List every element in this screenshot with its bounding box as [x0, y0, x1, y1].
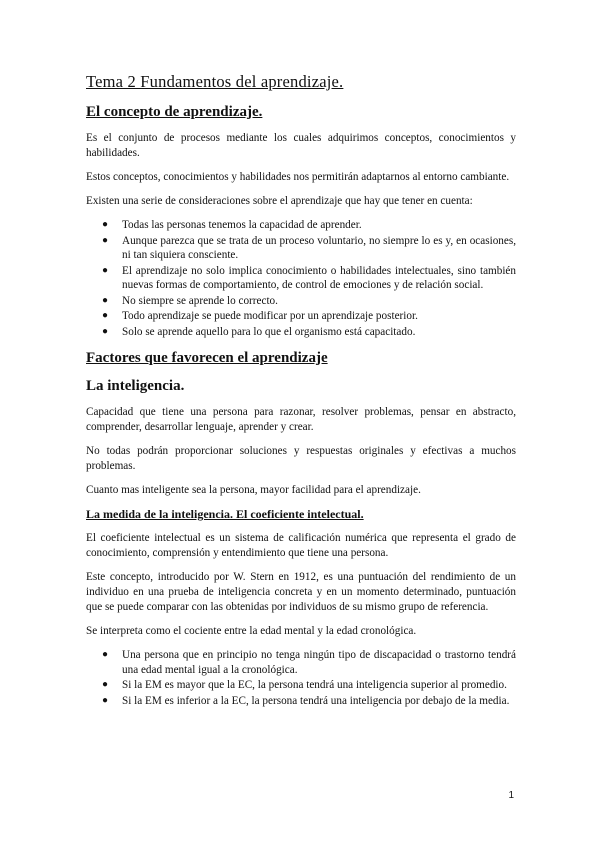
list-item: ● Si la EM es inferior a la EC, la persona tendrá una inteligencia por debajo de la media. [102, 694, 510, 707]
list-item: ● Solo se aprende aquello para lo que el organismo está capacitado. [102, 325, 416, 338]
paragraph: Es el conjunto de procesos mediante los cuales adquirimos conceptos, conocimientos y habilidades. [86, 132, 516, 159]
list-item: ● Todas las personas tenemos la capacidad de aprender. [102, 219, 362, 231]
paragraph: Este concepto, introducido por W. Stern en 1912, es una puntuación del rendimiento de un individuo en una prueba de inteligencia concreta y en un momento determinado, puntuación que se puede comparar con las obtenidas por individuos de su mismo grupo de referencia. [86, 571, 516, 613]
page-number: 1 [508, 790, 514, 801]
bullet-icon: ● [102, 649, 109, 660]
list-item: ● El aprendizaje no solo implica conocimiento o habilidades intelectuales, sino también nuevas formas de comportamiento, de control de emociones y de relación social. [102, 264, 516, 291]
bullet-icon: ● [102, 310, 109, 321]
bullet-icon: ● [102, 679, 109, 690]
paragraph: Se interpreta como el cociente entre la edad mental y la edad cronológica. [86, 625, 417, 637]
subheading-inteligencia: La inteligencia. [86, 378, 185, 394]
document-title: Tema 2 Fundamentos del aprendizaje. [86, 72, 344, 91]
list-item: ● Aunque parezca que se trata de un proceso voluntario, no siempre lo es y, en ocasiones, ni tan siquiera consciente. [102, 234, 516, 261]
paragraph: No todas podrán proporcionar soluciones y respuestas originales y efectivas a muchos problemas. [86, 445, 516, 472]
bullet-icon: ● [102, 325, 109, 337]
paragraph: Cuanto mas inteligente sea la persona, mayor facilidad para el aprendizaje. [86, 484, 421, 496]
list-item: ● No siempre se aprende lo correcto. [102, 294, 278, 307]
list-item: ● Todo aprendizaje se puede modificar por un aprendizaje posterior. [102, 310, 418, 322]
paragraph: Existen una serie de consideraciones sobre el aprendizaje que hay que tener en cuenta: [86, 195, 473, 207]
section-heading-medida: La medida de la inteligencia. El coeficiente intelectual. [86, 507, 364, 521]
bullet-list-consideraciones [86, 218, 516, 339]
bullet-icon: ● [102, 294, 109, 306]
paragraph: El coeficiente intelectual es un sistema de calificación numérica que representa el grado de conocimiento, comprensión y entendimiento que tiene una persona. [86, 532, 516, 559]
bullet-icon: ● [102, 264, 109, 276]
list-item: ● Una persona que en principio no tenga ningún tipo de discapacidad o trastorno tendrá una edad mental igual a la cronológica. [102, 649, 516, 676]
bullet-icon: ● [102, 234, 109, 246]
section-heading-factores: Factores que favorecen el aprendizaje [86, 350, 328, 366]
paragraph: Estos conceptos, conocimientos y habilidades nos permitirán adaptarnos al entorno cambiante. [86, 171, 510, 183]
paragraph: Capacidad que tiene una persona para razonar, resolver problemas, pensar en abstracto, comprender, desarrollar lenguaje, aprender y crear. [86, 406, 516, 433]
section-heading-concepto: El concepto de aprendizaje. [86, 104, 263, 120]
bullet-list-cociente [86, 648, 516, 708]
bullet-icon: ● [102, 694, 109, 706]
list-item: ● Si la EM es mayor que la EC, la persona tendrá una inteligencia superior al promedio. [102, 679, 507, 691]
page-content [86, 70, 516, 718]
bullet-icon: ● [102, 219, 109, 230]
